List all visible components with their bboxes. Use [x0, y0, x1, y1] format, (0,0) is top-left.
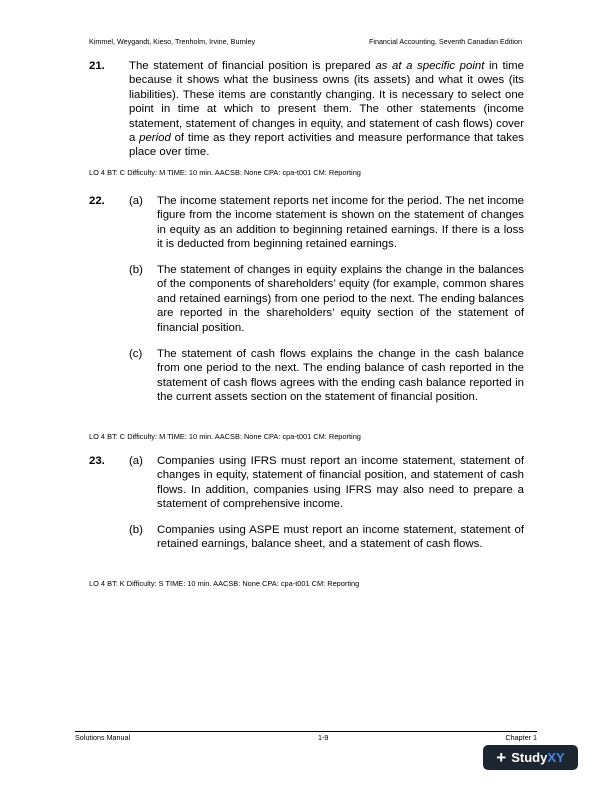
text-segment: The statement of financial position is prepared	[129, 60, 376, 72]
part-label: (b)	[129, 264, 143, 276]
logo-wordmark	[511, 750, 564, 765]
plus-icon: +	[496, 748, 507, 767]
part-text: The statement of changes in equity explains the change in the balances of the components of shareholders’ equity (for example, common shares and retained earnings) from one period to the next. The ending balances are reported in the shareholders’ equity section of the statement of financial position.	[157, 264, 524, 334]
footer-manual: Solutions Manual	[75, 733, 131, 742]
footer-chapter: Chapter 1	[505, 733, 537, 742]
part-label: (c)	[129, 348, 143, 360]
part-text: Companies using ASPE must report an income statement, statement of retained earnings, balance sheet, and a statement of cash flows.	[157, 524, 524, 551]
text-emphasis: as at a specific point	[375, 60, 485, 72]
lo-tag: LO 4 BT: K Difficulty: S TIME: 10 min. AACSB: None CPA: cpa-t001 CM: Reporting	[89, 579, 360, 588]
logo-xy-text: XY	[547, 750, 565, 765]
part-label: (a)	[129, 195, 143, 207]
footer-divider	[75, 731, 537, 732]
part-label: (a)	[129, 455, 143, 467]
question-number: 22.	[89, 195, 105, 207]
page-number: 1-9	[318, 733, 329, 742]
header-book-title: Financial Accounting, Seventh Canadian Edition	[368, 37, 522, 46]
lo-tag: LO 4 BT: C Difficulty: M TIME: 10 min. AACSB: None CPA: cpa-t001 CM: Reporting	[89, 432, 361, 441]
lo-tag: LO 4 BT: C Difficulty: M TIME: 10 min. AACSB: None CPA: cpa-t001 CM: Reporting	[89, 168, 361, 177]
part-text: The income statement reports net income for the period. The net income figure from the income statement is shown on the statement of changes in equity as an addition to beginning retained earnings. If there is a loss it is deducted from beginning retained earnings.	[157, 195, 524, 251]
text-segment: of time as they report activities and measure performance that takes place over time.	[129, 132, 524, 159]
question-text	[129, 59, 524, 160]
part-text: Companies using IFRS must report an income statement, statement of changes in equity, statement of financial position, and statement of cash flows. In addition, companies using IFRS may also need to prepare a statement of comprehensive income.	[157, 455, 524, 511]
question-number: 21.	[89, 60, 105, 72]
question-number: 23.	[89, 455, 105, 467]
studyxy-logo	[483, 745, 578, 770]
text-emphasis: period	[139, 132, 171, 145]
part-label: (b)	[129, 524, 143, 536]
text-segment: in time because it shows what the business owns (its assets) and what it owes (its liabilities). These items are constantly changing. It is necessary to select one point in time at which to present them. The other statements (income statement, statement of changes in equity, and statement of cash flows) cover a	[129, 60, 524, 145]
part-text: The statement of cash flows explains the change in the cash balance from one period to the next. The ending balance of cash reported in the statement of cash flows agrees with the ending cash balance reported in the current assets section on the statement of financial position.	[157, 348, 524, 404]
logo-study-text: Study	[511, 750, 548, 765]
header-authors: Kimmel, Weygandt, Kieso, Trenholm, Irvine, Burnley	[89, 37, 256, 46]
